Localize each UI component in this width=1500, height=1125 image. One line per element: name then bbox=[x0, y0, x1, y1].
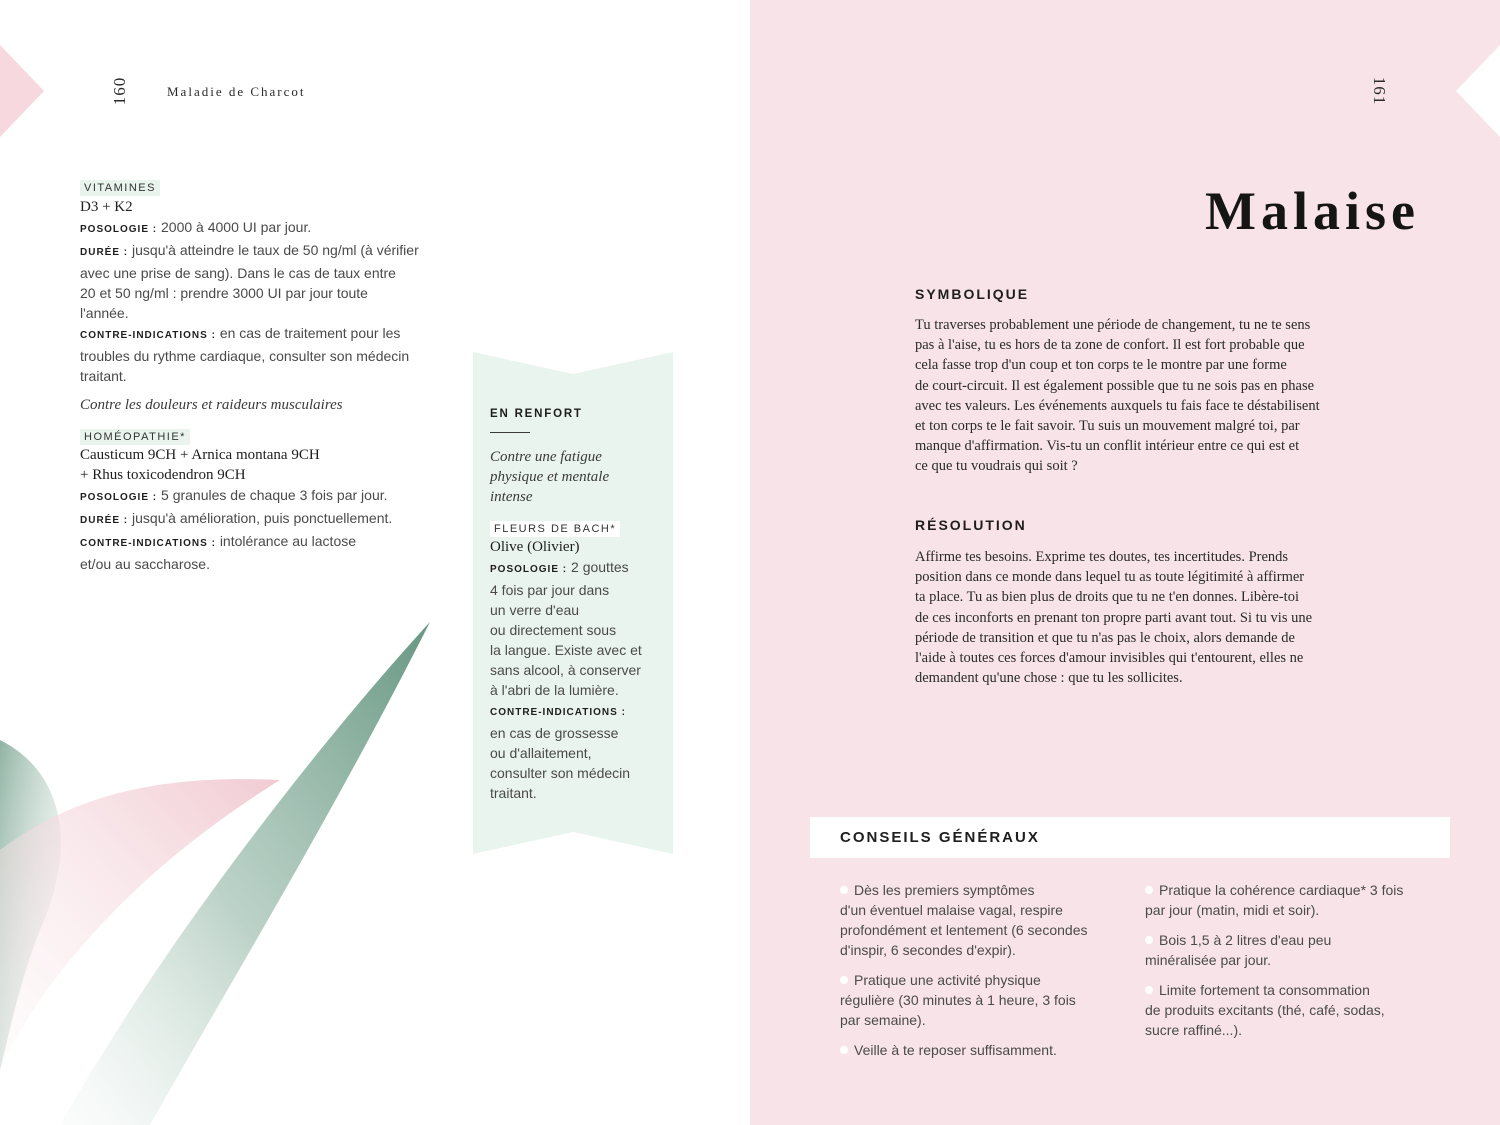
tip-line: Bois 1,5 à 2 litres d'eau peu bbox=[1159, 932, 1332, 948]
tip-item bbox=[1145, 880, 1435, 920]
renfort-subtitle: Contre une fatigue bbox=[490, 449, 602, 465]
duree-line: l'année. bbox=[80, 305, 129, 321]
muscle-remedy: + Rhus toxicodendron 9CH bbox=[80, 467, 246, 483]
posologie-label: POSOLOGIE : bbox=[490, 564, 568, 575]
vitamins-tag: VITAMINES bbox=[80, 180, 160, 196]
ci-label: CONTRE-INDICATIONS : bbox=[490, 707, 626, 718]
bullet-icon bbox=[840, 1046, 848, 1054]
running-head: Maladie de Charcot bbox=[167, 84, 306, 99]
text-line: avec tes valeurs. Les événements auxquels tu fais face te déstabilisent bbox=[915, 397, 1320, 414]
duree-label: DURÉE : bbox=[80, 515, 129, 526]
renfort-subtitle: physique et mentale bbox=[490, 469, 610, 485]
text-line: demandent qu'une chose : que tu les sollicites. bbox=[915, 670, 1183, 687]
bullet-icon bbox=[840, 976, 848, 984]
posologie-line: ou directement sous bbox=[490, 622, 617, 638]
renfort-divider bbox=[490, 432, 530, 433]
tip-item bbox=[1145, 980, 1435, 1040]
symbolique-heading: SYMBOLIQUE bbox=[915, 286, 1030, 302]
conseils-col-1 bbox=[840, 880, 1130, 1060]
tip-line: Veille à te reposer suffisamment. bbox=[854, 1042, 1057, 1058]
ci-line: et/ou au saccharose. bbox=[80, 556, 210, 572]
text-line: pas à l'aise, tu es hors de ta zone de confort. Il est fort probable que bbox=[915, 337, 1305, 354]
posologie-line: sans alcool, à conserver bbox=[490, 662, 641, 678]
posologie-label: POSOLOGIE : bbox=[80, 492, 158, 503]
text-line: de ces inconforts en prenant ton propre parti avant tout. Si tu vis une bbox=[915, 609, 1313, 626]
page-title: Malaise bbox=[1205, 181, 1420, 241]
resolution-heading: RÉSOLUTION bbox=[915, 517, 1027, 533]
text-line: Tu traverses probablement une période de changement, tu ne te sens bbox=[915, 317, 1311, 333]
tip-line: par jour (matin, midi et soir). bbox=[1145, 902, 1320, 918]
tip-line: régulière (30 minutes à 1 heure, 3 fois bbox=[840, 992, 1076, 1008]
tip-line: par semaine). bbox=[840, 1012, 926, 1028]
symbolique-section bbox=[915, 286, 1420, 477]
homeopathie-tag: HOMÉOPATHIE* bbox=[80, 429, 190, 445]
ci-line: ou d'allaitement, bbox=[490, 745, 592, 761]
bullet-icon bbox=[1145, 936, 1153, 944]
page-number-right: 161 bbox=[1370, 76, 1389, 106]
text-line: ta place. Tu as bien plus de droits que tu ne t'en donnes. Libère-toi bbox=[915, 589, 1299, 606]
resolution-section bbox=[915, 517, 1420, 688]
vitamins-block bbox=[80, 178, 460, 386]
text-line: de court-circuit. Il est également possible que tu ne sois pas en phase bbox=[915, 377, 1315, 394]
tip-item bbox=[840, 1040, 1130, 1060]
posologie-line: un verre d'eau bbox=[490, 602, 580, 618]
renfort-block bbox=[490, 408, 660, 803]
text-line: Affirme tes besoins. Exprime tes doutes, tes incertitudes. Prends bbox=[915, 549, 1289, 565]
tip-line: sucre raffiné...). bbox=[1145, 1022, 1243, 1038]
tip-line: de produits excitants (thé, café, sodas, bbox=[1145, 1002, 1385, 1018]
conseils-col-2 bbox=[1145, 880, 1435, 1040]
duree-line: avec une prise de sang). Dans le cas de taux entre bbox=[80, 265, 396, 281]
posologie-line: la langue. Existe avec et bbox=[490, 642, 642, 658]
vitamins-remedy: D3 + K2 bbox=[80, 199, 133, 215]
page-number-left: 160 bbox=[110, 76, 129, 106]
ci-label: CONTRE-INDICATIONS : bbox=[80, 330, 216, 341]
tip-line: profondément et lentement (6 secondes bbox=[840, 922, 1088, 938]
ci-line: intolérance au lactose bbox=[219, 533, 357, 549]
duree-text: jusqu'à amélioration, puis ponctuellement. bbox=[132, 510, 393, 526]
ci-line: traitant. bbox=[80, 368, 127, 384]
corner-triangle-left bbox=[0, 45, 46, 137]
posologie-text: 2 gouttes bbox=[571, 559, 629, 575]
tip-line: d'inspir, 6 secondes d'expir). bbox=[840, 942, 1016, 958]
symbolique-text bbox=[915, 315, 1420, 477]
duree-line: 20 et 50 ng/ml : prendre 3000 UI par jour toute bbox=[80, 285, 368, 301]
renfort-subtitle: intense bbox=[490, 489, 533, 505]
tip-item bbox=[840, 970, 1130, 1030]
text-line: et ton corps te le fait savoir. Tu suis un mouvement malgré toi, par bbox=[915, 418, 1300, 435]
bullet-icon bbox=[1145, 886, 1153, 894]
muscle-block bbox=[80, 395, 460, 574]
tip-line: Pratique la cohérence cardiaque* 3 fois bbox=[1159, 882, 1404, 898]
tip-line: minéralisée par jour. bbox=[1145, 952, 1272, 968]
ci-line: traitant. bbox=[490, 785, 537, 801]
text-line: cela fasse trop d'un coup et ton corps te le montre par une forme bbox=[915, 357, 1287, 374]
posologie-line: à l'abri de la lumière. bbox=[490, 682, 619, 698]
ci-line: en cas de traitement pour les bbox=[219, 325, 401, 341]
posologie-text: 5 granules de chaque 3 fois par jour. bbox=[161, 487, 388, 503]
ci-line: consulter son médecin bbox=[490, 765, 631, 781]
tip-line: d'un éventuel malaise vagal, respire bbox=[840, 902, 1063, 918]
corner-triangle-right bbox=[1454, 45, 1500, 137]
muscle-subtitle: Contre les douleurs et raideurs musculaires bbox=[80, 397, 343, 413]
ci-line: en cas de grossesse bbox=[490, 725, 619, 741]
tip-line: Pratique une activité physique bbox=[854, 972, 1041, 988]
renfort-heading: EN RENFORT bbox=[490, 408, 583, 420]
conseils-header-bar bbox=[810, 817, 1450, 858]
bullet-icon bbox=[1145, 986, 1153, 994]
ci-label: CONTRE-INDICATIONS : bbox=[80, 538, 216, 549]
text-line: ce que tu voudrais qui soit ? bbox=[915, 458, 1078, 475]
resolution-text bbox=[915, 547, 1420, 688]
text-line: l'aide à toutes ces forces d'amour invisibles qui t'entourent, elles ne bbox=[915, 650, 1304, 667]
duree-line: jusqu'à atteindre le taux de 50 ng/ml (à vérifier bbox=[132, 242, 419, 258]
text-line: période de transition et que tu n'as pas le choix, alors demande de bbox=[915, 629, 1295, 646]
conseils-heading: CONSEILS GÉNÉRAUX bbox=[840, 829, 1040, 846]
bach-tag: FLEURS DE BACH* bbox=[490, 521, 620, 537]
bach-remedy: Olive (Olivier) bbox=[490, 539, 580, 555]
posologie-line: 4 fois par jour dans bbox=[490, 582, 610, 598]
posologie-text: 2000 à 4000 UI par jour. bbox=[161, 219, 312, 235]
muscle-remedy: Causticum 9CH + Arnica montana 9CH bbox=[80, 447, 320, 463]
tip-item bbox=[840, 880, 1130, 960]
text-line: manque d'affirmation. Vis-tu un conflit intérieur entre ce qui est et bbox=[915, 438, 1300, 455]
bullet-icon bbox=[840, 886, 848, 894]
posologie-label: POSOLOGIE : bbox=[80, 224, 158, 235]
tip-item bbox=[1145, 930, 1435, 970]
leaf-illustration bbox=[0, 600, 470, 1125]
text-line: position dans ce monde dans lequel tu as toute légitimité à affirmer bbox=[915, 569, 1305, 586]
right-page bbox=[750, 0, 1500, 1125]
duree-label: DURÉE : bbox=[80, 247, 129, 258]
ci-line: troubles du rythme cardiaque, consulter son médecin bbox=[80, 348, 410, 364]
tip-line: Limite fortement ta consommation bbox=[1159, 982, 1370, 998]
tip-line: Dès les premiers symptômes bbox=[854, 882, 1035, 898]
